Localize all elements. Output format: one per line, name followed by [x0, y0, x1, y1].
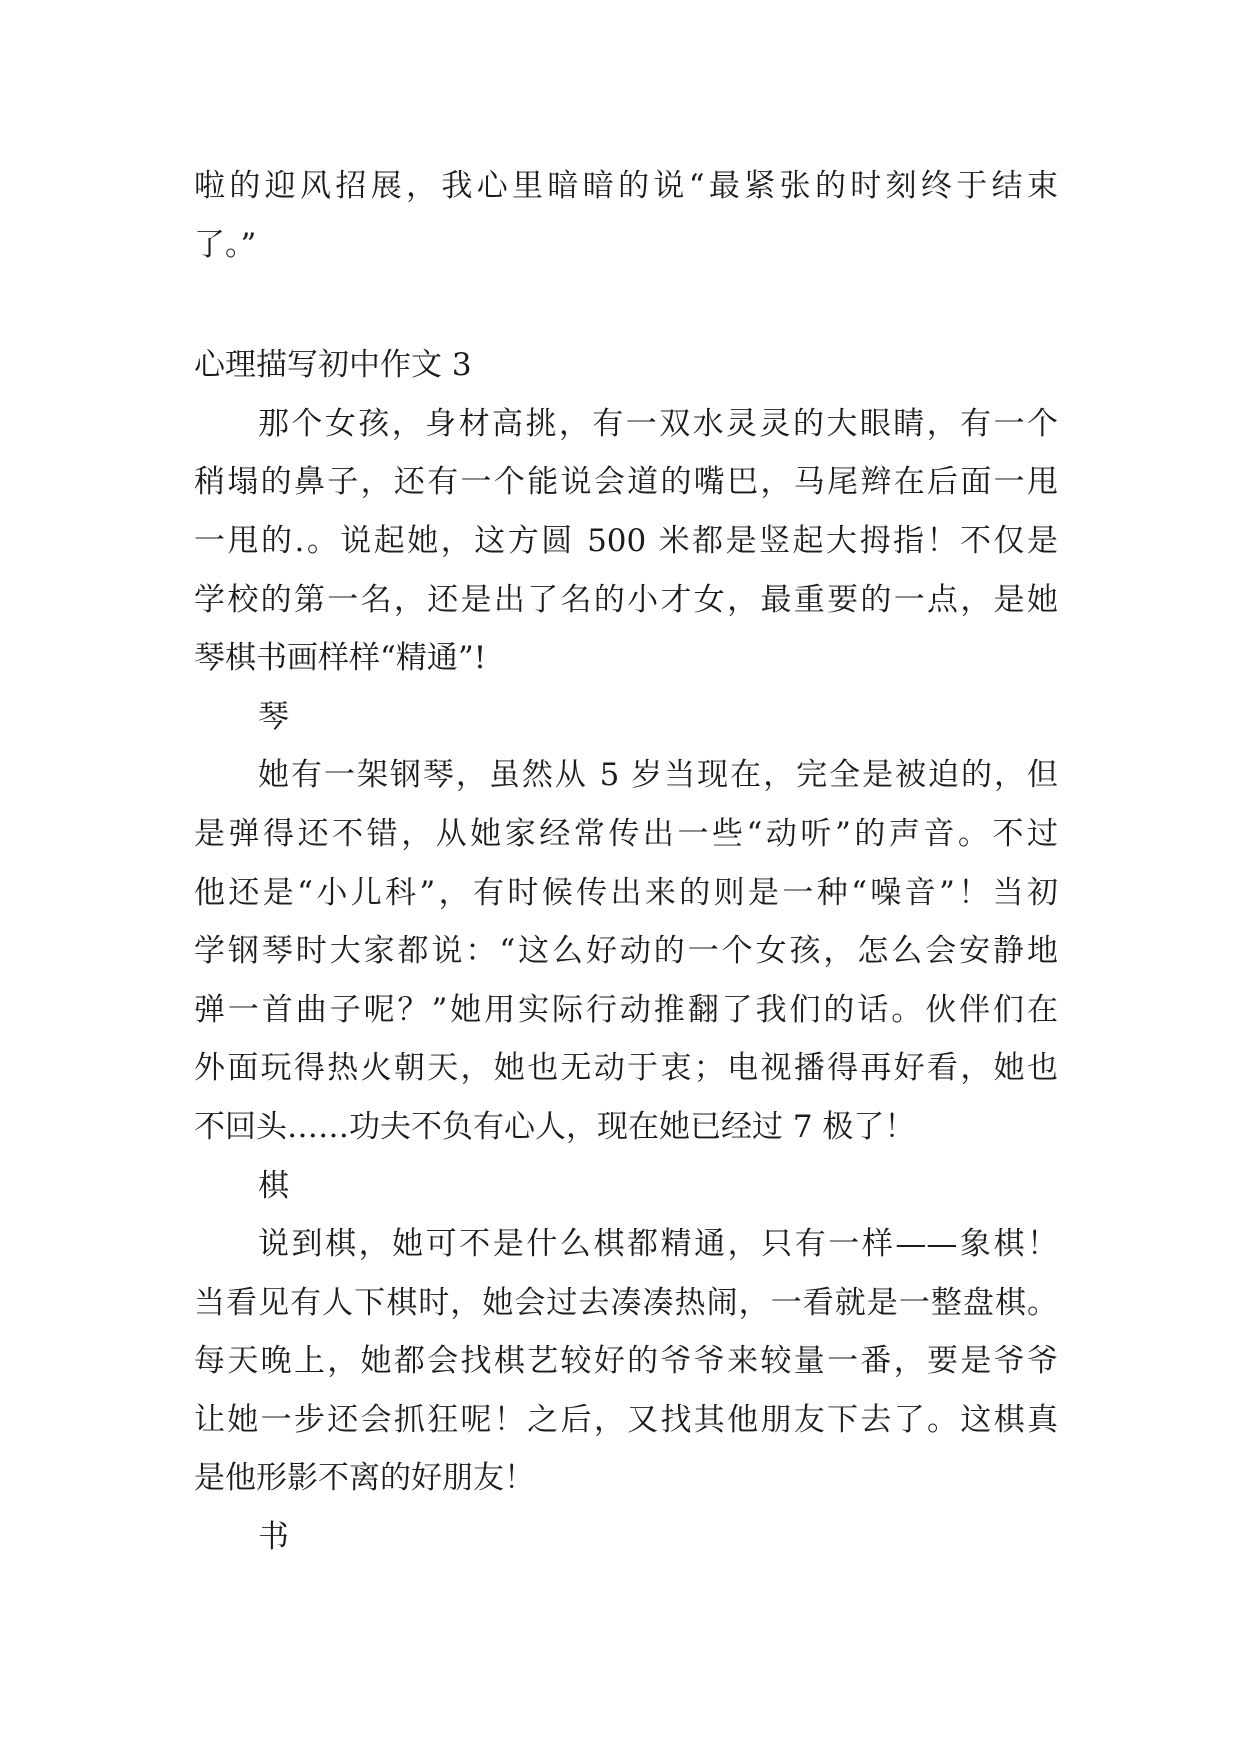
document-body: [194, 157, 1058, 1567]
section-heading: 心理描写初中作文 3: [194, 347, 472, 384]
paragraph-intro: [194, 395, 1058, 688]
subheading-shu: 书: [258, 1519, 289, 1556]
text-line: 每天晚上，她都会找棋艺较好的爷爷来较量一番，要是爷爷: [194, 1343, 1058, 1380]
text-line: 是他形影不离的好朋友！: [194, 1460, 535, 1497]
subheading-qi: 棋: [258, 1167, 289, 1204]
text-line: 一甩的.。说起她，这方圆 500 米都是竖起大拇指！不仅是: [194, 522, 1058, 559]
paragraph-qi: [194, 1215, 1058, 1508]
text-line: 啦的迎风招展，我心里暗暗的说“最紧张的时刻终于结束: [194, 168, 1058, 204]
paragraph-qin: [194, 746, 1058, 1156]
text-line: 那个女孩，身材高挑，有一双水灵灵的大眼睛，有一个: [258, 405, 1058, 442]
text-line: 了。”: [194, 226, 257, 263]
text-line: 琴棋书画样样“精通”!: [194, 640, 487, 677]
text-line: 当看见有人下棋时，她会过去凑凑热闹，一看就是一整盘棋。: [194, 1284, 1058, 1321]
text-line: 外面玩得热火朝天，她也无动于衷；电视播得再好看，她也: [194, 1050, 1058, 1087]
text-line: 学校的第一名，还是出了名的小才女，最重要的一点，是她: [194, 581, 1058, 618]
text-line: 她有一架钢琴，虽然从 5 岁当现在，完全是被迫的，但: [258, 757, 1058, 794]
text-line: 他还是“小儿科”，有时候传出来的则是一种“噪音”！当初: [194, 874, 1058, 911]
text-line: 说到棋，她可不是什么棋都精通，只有一样——象棋！: [258, 1226, 1058, 1263]
text-line: 是弹得还不错，从她家经常传出一些“动听”的声音。不过: [194, 815, 1058, 852]
paragraph-continued: [194, 157, 1058, 274]
text-line: 稍塌的鼻子，还有一个能说会道的嘴巴，马尾辫在后面一甩: [194, 464, 1058, 501]
subheading-qin: 琴: [258, 698, 289, 735]
text-line: 学钢琴时大家都说：“这么好动的一个女孩，怎么会安静地: [194, 933, 1058, 970]
text-line: 不回头……功夫不负有心人，现在她已经过 7 极了！: [194, 1108, 916, 1145]
text-line: 弹一首曲子呢？”她用实际行动推翻了我们的话。伙伴们在: [194, 991, 1058, 1028]
text-line: 让她一步还会抓狂呢！之后，又找其他朋友下去了。这棋真: [194, 1401, 1058, 1438]
